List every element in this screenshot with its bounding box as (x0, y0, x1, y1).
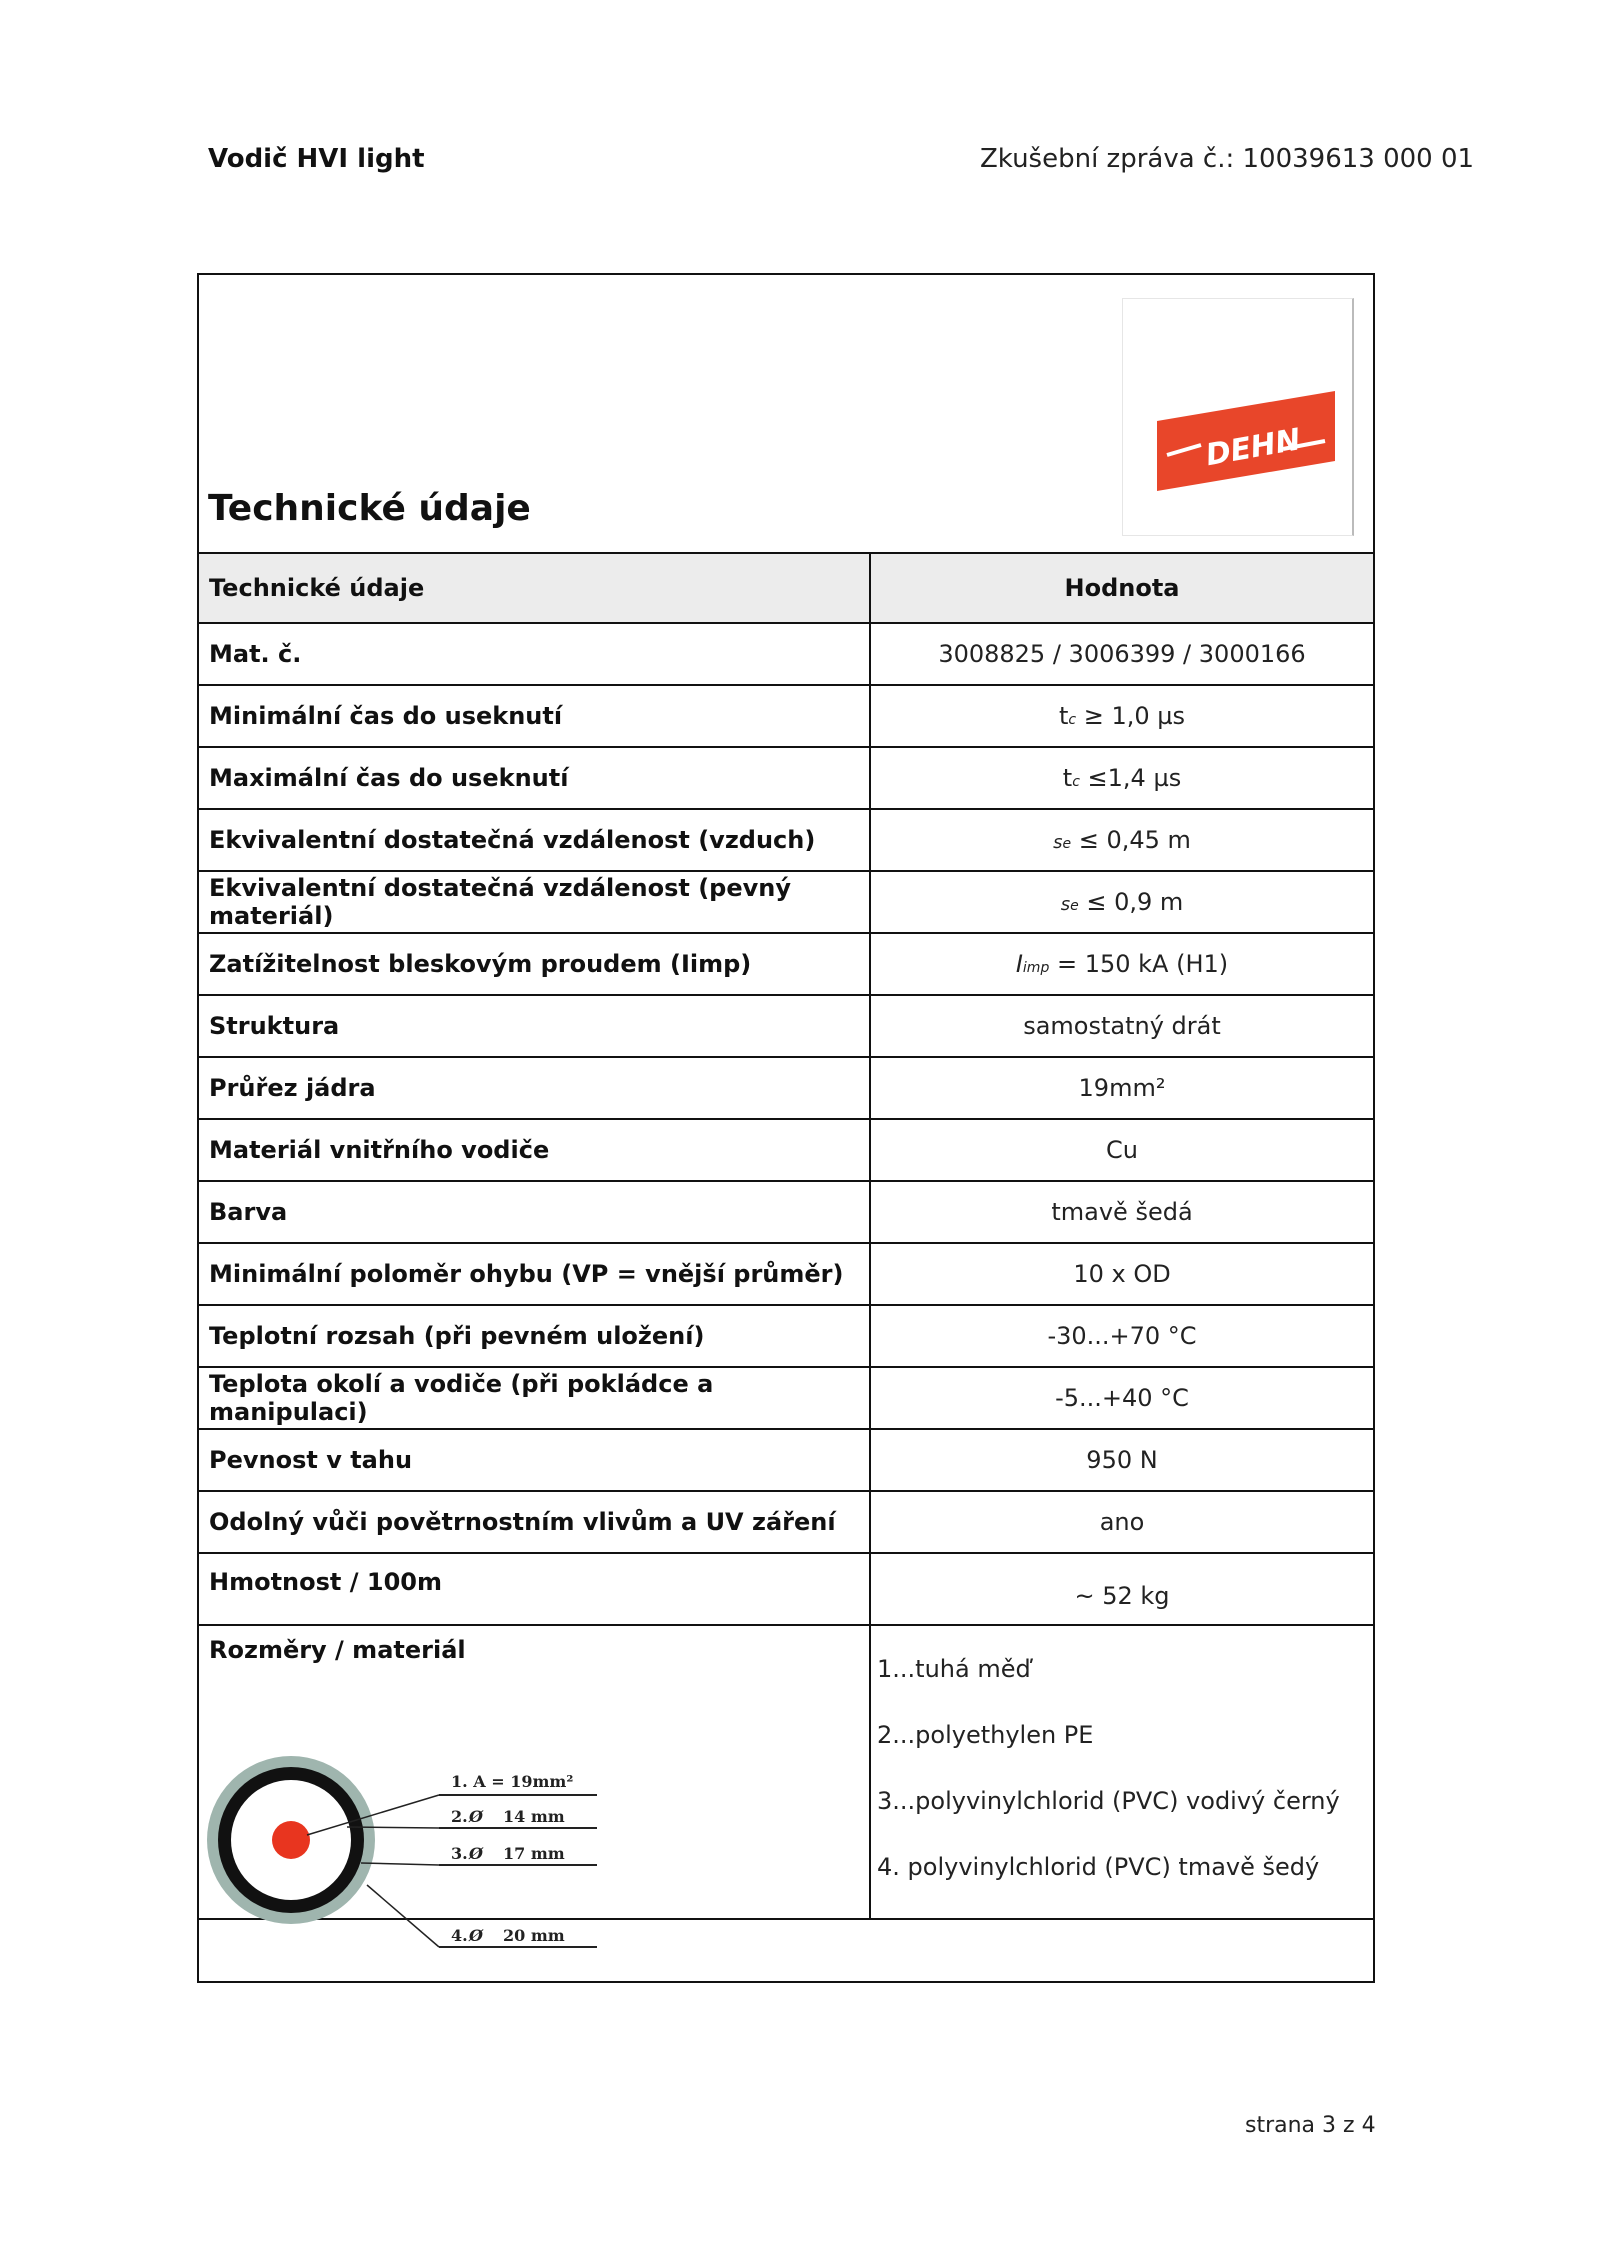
list-item: 1...tuhá měď (877, 1655, 1031, 1683)
row-value: samostatný drát (870, 995, 1374, 1057)
row-value (870, 809, 1374, 871)
table-row (198, 1491, 1374, 1553)
row-value: 3008825 / 3006399 / 3000166 (870, 623, 1374, 685)
materials-cell (870, 1625, 1374, 1919)
row-label: Pevnost v tahu (198, 1429, 870, 1491)
diameter-icon: Ø (469, 1807, 483, 1826)
row-value: tmavě šedá (870, 1181, 1374, 1243)
row-label: Zatížitelnost bleskovým proudem (Iimp) (198, 933, 870, 995)
row-value: ~ 52 kg (870, 1553, 1374, 1625)
row-label: Maximální čas do useknutí (198, 747, 870, 809)
header-label: Technické údaje (198, 553, 870, 623)
table-header-row (198, 553, 1374, 623)
row-label: Odolný vůči povětrnostním vlivům a UV záření (198, 1491, 870, 1553)
value-symbol: s (1053, 832, 1063, 853)
leader-line-2 (347, 1827, 439, 1828)
header-value: Hodnota (870, 553, 1374, 623)
row-value: 950 N (870, 1429, 1374, 1491)
row-label: Mat. č. (198, 623, 870, 685)
row-label: Teplota okolí a vodiče (při pokládce a manipulaci) (198, 1367, 870, 1429)
value-text: ≤ 0,9 m (1078, 888, 1184, 916)
row-label: Teplotní rozsah (při pevném uložení) (198, 1305, 870, 1367)
page-number: strana 3 z 4 (1245, 2113, 1376, 2138)
copper-core (272, 1821, 310, 1859)
table-row (198, 1367, 1374, 1429)
diagram-label-3-value: 17 mm (503, 1844, 565, 1863)
row-label: Minimální poloměr ohybu (VP = vnější průměr) (198, 1243, 870, 1305)
table-row (198, 1057, 1374, 1119)
table-row (198, 1243, 1374, 1305)
row-value (870, 747, 1374, 809)
diameter-icon: Ø (469, 1844, 483, 1863)
table-row (198, 623, 1374, 685)
row-value (870, 871, 1374, 933)
list-item: 3...polyvinylchlorid (PVC) vodivý černý (877, 1787, 1340, 1815)
row-value: Cu (870, 1119, 1374, 1181)
value-symbol: I (1015, 950, 1023, 978)
diagram-label-4-value: 20 mm (503, 1926, 565, 1945)
value-text: ≥ 1,0 µs (1076, 702, 1186, 730)
value-subscript: e (1062, 836, 1072, 852)
row-label: Materiál vnitřního vodiče (198, 1119, 870, 1181)
diagram-label-2-value: 14 mm (503, 1807, 565, 1826)
technical-data-table (197, 552, 1375, 1920)
value-subscript: imp (1022, 960, 1050, 976)
row-label: Struktura (198, 995, 870, 1057)
page-title: Technické údaje (208, 488, 531, 529)
value-subscript: c (1072, 774, 1080, 790)
document-product-name: Vodič HVI light (208, 144, 425, 174)
dimensions-label: Rozměry / materiál (209, 1636, 466, 1664)
table-row (198, 1119, 1374, 1181)
value-text: = 150 kA (H1) (1049, 950, 1229, 978)
table-row (198, 1181, 1374, 1243)
row-value (870, 685, 1374, 747)
table-row (198, 871, 1374, 933)
cable-cross-section-diagram (207, 1735, 607, 1965)
table-row (198, 685, 1374, 747)
row-value: -5...+40 °C (870, 1367, 1374, 1429)
value-subscript: c (1068, 712, 1077, 728)
row-value: ano (870, 1491, 1374, 1553)
test-report-number: Zkušební zpráva č.: 10039613 000 01 (980, 144, 1475, 174)
table-row (198, 995, 1374, 1057)
dehn-logo (1153, 391, 1339, 501)
table-row (198, 747, 1374, 809)
diagram-label-1: 1. A = 19mm² (451, 1772, 574, 1791)
dehn-logo-text: DEHN (1203, 422, 1304, 474)
row-label: Průřez jádra (198, 1057, 870, 1119)
leader-line-4 (367, 1885, 439, 1947)
row-value (870, 933, 1374, 995)
row-label: Barva (198, 1181, 870, 1243)
row-value: -30...+70 °C (870, 1305, 1374, 1367)
value-text: ≤1,4 µs (1079, 764, 1182, 792)
table-row (198, 809, 1374, 871)
table-row (198, 1305, 1374, 1367)
row-label: Hmotnost / 100m (198, 1553, 870, 1625)
row-value: 10 x OD (870, 1243, 1374, 1305)
logo-box (1122, 298, 1354, 536)
row-label: Minimální čas do useknutí (198, 685, 870, 747)
diameter-icon: Ø (469, 1926, 483, 1945)
row-value: 19mm² (870, 1057, 1374, 1119)
diagram-label-3-number: 3. (451, 1844, 468, 1863)
value-symbol: t (1062, 764, 1073, 792)
row-label: Ekvivalentní dostatečná vzdálenost (pevný materiál) (198, 871, 870, 933)
table-row (198, 1429, 1374, 1491)
table-row (198, 1553, 1374, 1625)
diagram-label-2-number: 2. (451, 1807, 468, 1826)
value-subscript: e (1070, 898, 1079, 914)
list-item: 4. polyvinylchlorid (PVC) tmavě šedý (877, 1853, 1320, 1881)
value-symbol: s (1060, 894, 1071, 915)
value-text: ≤ 0,45 m (1071, 826, 1191, 854)
table-row (198, 933, 1374, 995)
value-symbol: t (1058, 702, 1069, 730)
materials-list (877, 1636, 1367, 1900)
row-label: Ekvivalentní dostatečná vzdálenost (vzduch) (198, 809, 870, 871)
leader-line-3 (361, 1863, 439, 1865)
list-item: 2...polyethylen PE (877, 1721, 1094, 1749)
diagram-label-4-number: 4. (451, 1926, 468, 1945)
